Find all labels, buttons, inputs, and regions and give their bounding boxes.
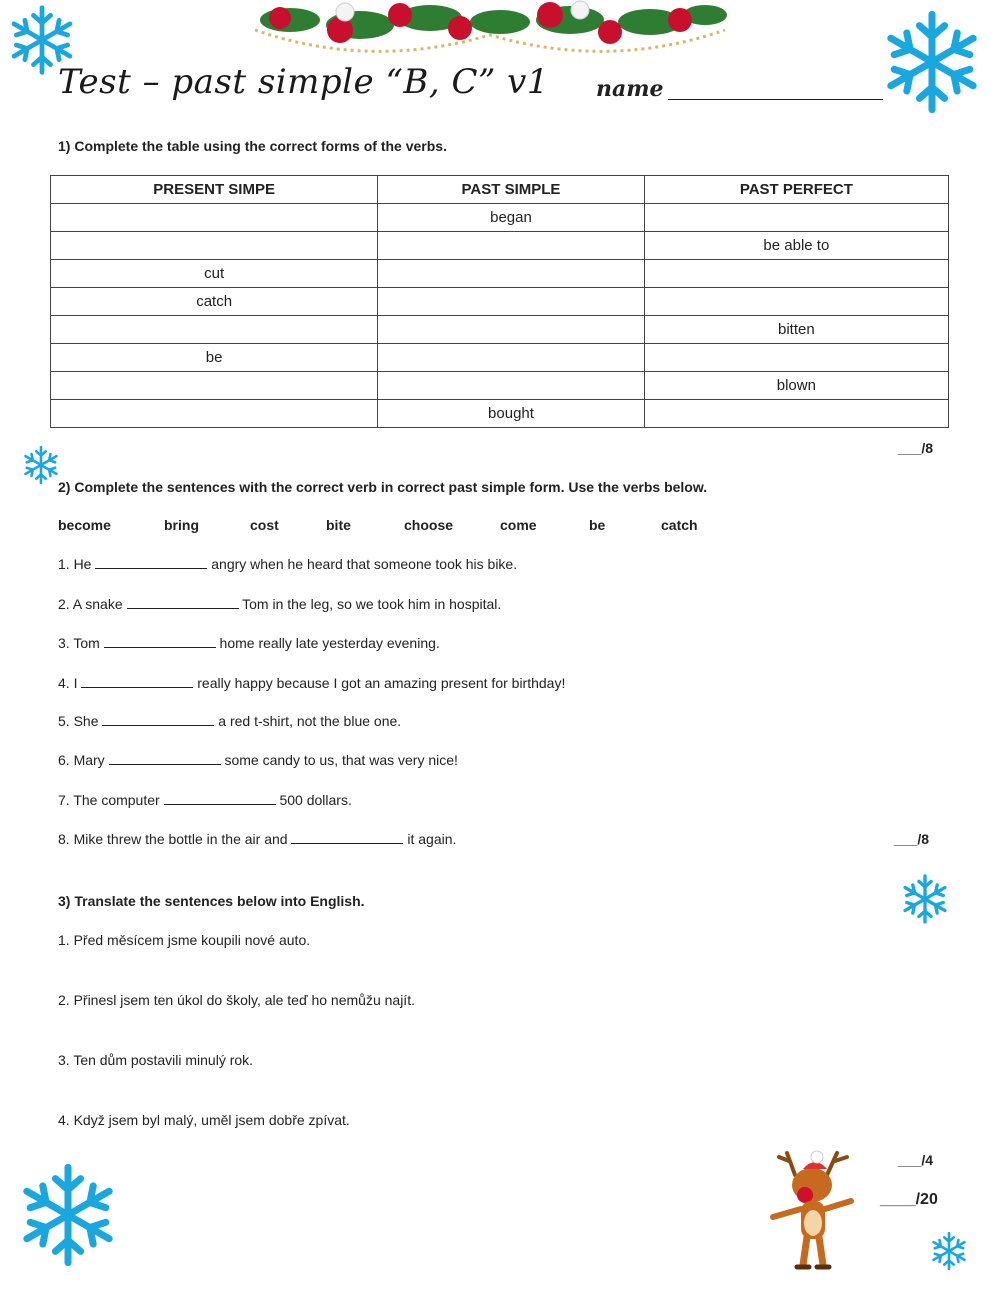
table-cell[interactable]	[378, 260, 644, 288]
sentence-text: 3. Tom	[58, 635, 104, 651]
sentence-text: a red t-shirt, not the blue one.	[214, 713, 402, 729]
table-cell[interactable]	[378, 316, 644, 344]
table-cell[interactable]: catch	[51, 288, 378, 316]
list-item	[58, 556, 517, 572]
table-cell[interactable]: began	[378, 204, 644, 232]
table-row	[51, 372, 949, 400]
section1-heading: 1) Complete the table using the correct forms of the verbs.	[58, 138, 447, 154]
table-cell[interactable]	[51, 204, 378, 232]
word-bank-item: catch	[661, 517, 698, 533]
sentence-text: some candy to us, that was very nice!	[220, 752, 458, 768]
total-score: ____/20	[880, 1191, 938, 1208]
snowflake-icon	[928, 1230, 970, 1272]
sentence-text: 5. She	[58, 713, 103, 729]
list-item: 1. Před měsícem jsme koupili nové auto.	[58, 932, 311, 948]
table-cell[interactable]: be able to	[644, 232, 948, 260]
section3-score: ___/4	[898, 1152, 934, 1168]
sentence-text: Tom in the leg, so we took him in hospital.	[238, 596, 502, 612]
table-row	[51, 232, 949, 260]
word-bank-item: come	[500, 517, 537, 533]
table-cell[interactable]: bought	[378, 400, 644, 428]
answer-blank[interactable]	[127, 596, 239, 609]
sentence-text: angry when he heard that someone took his bike.	[207, 556, 518, 572]
table-cell[interactable]	[378, 232, 644, 260]
word-bank-item: be	[589, 517, 606, 533]
sentence-text: 1. He	[58, 556, 96, 572]
snowflake-icon	[12, 1156, 124, 1274]
section3-heading: 3) Translate the sentences below into English.	[58, 893, 365, 909]
table-cell[interactable]: cut	[51, 260, 378, 288]
table-row	[51, 344, 949, 372]
word-bank-item: bring	[164, 517, 199, 533]
table-cell[interactable]: blown	[644, 372, 948, 400]
table-cell[interactable]	[644, 288, 948, 316]
list-item	[58, 635, 440, 651]
answer-blank[interactable]	[164, 792, 276, 805]
section2-heading: 2) Complete the sentences with the correct verb in correct past simple form. Use the verbs below.	[58, 479, 708, 495]
word-bank-item: cost	[250, 517, 279, 533]
table-header-row	[51, 176, 949, 204]
table-row	[51, 316, 949, 344]
table-header: PAST PERFECT	[644, 176, 948, 204]
table-cell[interactable]	[378, 372, 644, 400]
table-row	[51, 288, 949, 316]
verb-forms-table	[50, 175, 949, 428]
table-cell[interactable]	[378, 288, 644, 316]
snowflake-icon	[20, 444, 62, 486]
answer-blank[interactable]	[291, 831, 403, 844]
table-cell[interactable]	[51, 232, 378, 260]
table-cell[interactable]	[644, 344, 948, 372]
table-cell[interactable]	[644, 400, 948, 428]
list-item	[58, 792, 352, 808]
table-cell[interactable]: bitten	[644, 316, 948, 344]
word-bank-item: bite	[326, 517, 351, 533]
answer-blank[interactable]	[104, 635, 216, 648]
list-item	[58, 752, 458, 768]
name-label: name	[596, 76, 664, 102]
table-cell[interactable]	[51, 316, 378, 344]
list-item: 2. Přinesl jsem ten úkol do školy, ale teď ho nemůžu najít.	[58, 992, 415, 1008]
table-cell[interactable]	[51, 372, 378, 400]
answer-blank[interactable]	[95, 556, 207, 569]
table-cell[interactable]	[644, 260, 948, 288]
list-item	[58, 596, 501, 612]
name-field[interactable]	[668, 98, 883, 100]
sentence-text: home really late yesterday evening.	[215, 635, 440, 651]
list-item	[58, 713, 401, 729]
snowflake-icon	[876, 6, 988, 118]
table-cell[interactable]	[378, 344, 644, 372]
list-item	[58, 831, 456, 847]
sentence-text: 500 dollars.	[275, 792, 352, 808]
section2-score: ___/8	[894, 831, 930, 847]
answer-blank[interactable]	[102, 713, 214, 726]
reindeer-icon	[765, 1145, 860, 1273]
list-item	[58, 675, 565, 691]
christmas-garland-decoration	[250, 0, 730, 62]
word-bank-item: become	[58, 517, 111, 533]
section1-score: ___/8	[898, 440, 934, 456]
sentence-text: it again.	[403, 831, 457, 847]
sentence-text: 4. I	[58, 675, 82, 691]
list-item: 3. Ten dům postavili minulý rok.	[58, 1052, 254, 1068]
table-cell[interactable]	[51, 400, 378, 428]
answer-blank[interactable]	[109, 752, 221, 765]
snowflake-icon	[898, 872, 952, 926]
list-item: 4. Když jsem byl malý, uměl jsem dobře zpívat.	[58, 1112, 350, 1128]
sentence-text: 6. Mary	[58, 752, 109, 768]
sentence-text: really happy because I got an amazing present for birthday!	[193, 675, 566, 691]
table-row	[51, 204, 949, 232]
word-bank-item: choose	[404, 517, 454, 533]
table-header: PAST SIMPLE	[378, 176, 644, 204]
table-header: PRESENT SIMPE	[51, 176, 378, 204]
table-row	[51, 260, 949, 288]
table-cell[interactable]: be	[51, 344, 378, 372]
page-title: Test – past simple “B, C” v1	[58, 62, 549, 102]
sentence-text: 2. A snake	[58, 596, 127, 612]
sentence-text: 7. The computer	[58, 792, 164, 808]
sentence-text: 8. Mike threw the bottle in the air and	[58, 831, 292, 847]
table-row	[51, 400, 949, 428]
answer-blank[interactable]	[81, 675, 193, 688]
table-cell[interactable]	[644, 204, 948, 232]
